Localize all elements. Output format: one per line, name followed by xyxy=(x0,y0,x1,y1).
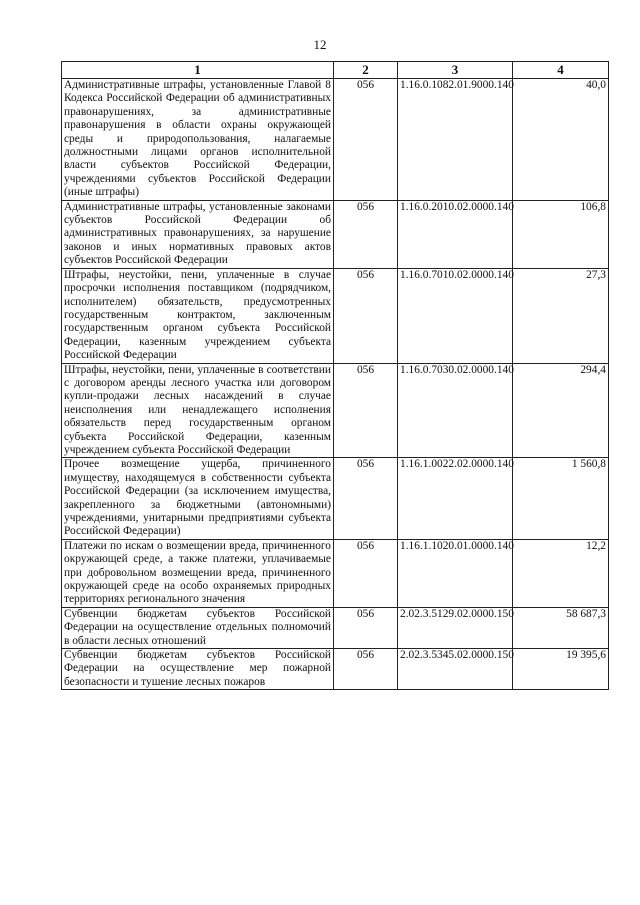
row-amount: 19 395,6 xyxy=(513,649,609,690)
table-header-row xyxy=(62,62,609,79)
table-row xyxy=(62,268,609,363)
row-admin-code: 056 xyxy=(334,607,398,648)
row-amount: 27,3 xyxy=(513,268,609,363)
row-amount: 294,4 xyxy=(513,363,609,458)
budget-revenue-table xyxy=(61,61,609,690)
table-row xyxy=(62,458,609,539)
table-row xyxy=(62,539,609,607)
row-admin-code: 056 xyxy=(334,200,398,268)
row-amount: 58 687,3 xyxy=(513,607,609,648)
row-admin-code: 056 xyxy=(334,268,398,363)
row-admin-code: 056 xyxy=(334,649,398,690)
row-description: Штрафы, неустойки, пени, уплаченные в случае просрочки исполнения поставщиком (подрядчиком, исполнителем) обязательств, предусмотренных государственным контрактом, заключенным государственным органом субъекта Российской Федерации, казенным учреждением субъекта Российской Федерации xyxy=(62,268,334,363)
row-admin-code: 056 xyxy=(334,363,398,458)
row-admin-code: 056 xyxy=(334,79,398,201)
table-row xyxy=(62,200,609,268)
row-classification-code: 2.02.3.5129.02.0000.150 xyxy=(398,607,513,648)
row-classification-code: 1.16.1.1020.01.0000.140 xyxy=(398,539,513,607)
column-header-2: 2 xyxy=(334,62,398,79)
row-amount: 40,0 xyxy=(513,79,609,201)
row-description: Субвенции бюджетам субъектов Российской Федерации на осуществление отдельных полномочий в области лесных отношений xyxy=(62,607,334,648)
row-description: Штрафы, неустойки, пени, уплаченные в соответствии с договором аренды лесного участка или договором купли-продажи лесных насаждений в случае неисполнения или ненадлежащего исполнения обязательств перед государственным органом субъекта Российской Федерации, казенным учреждением субъекта Российской Федерации xyxy=(62,363,334,458)
row-description: Административные штрафы, установленные законами субъектов Российской Федерации об административных правонарушениях, за нарушение законов и иных нормативных правовых актов субъектов Российской Федерации xyxy=(62,200,334,268)
row-description: Прочее возмещение ущерба, причиненного имуществу, находящемуся в собственности субъекта Российской Федерации (за исключением имущества, закрепленного за бюджетными (автономными) учреждениями, унитарными предприятиями субъекта Российской Федерации) xyxy=(62,458,334,539)
row-amount: 106,8 xyxy=(513,200,609,268)
row-classification-code: 1.16.0.7030.02.0000.140 xyxy=(398,363,513,458)
row-classification-code: 1.16.0.1082.01.9000.140 xyxy=(398,79,513,201)
page-number: 12 xyxy=(313,37,327,52)
column-header-1: 1 xyxy=(62,62,334,79)
row-classification-code: 1.16.0.7010.02.0000.140 xyxy=(398,268,513,363)
row-classification-code: 2.02.3.5345.02.0000.150 xyxy=(398,649,513,690)
row-description: Административные штрафы, установленные Главой 8 Кодекса Российской Федерации об административных правонарушениях, за административные правонарушения в области охраны окружающей среды и природопользования, налагаемые должностными лицами органов исполнительной власти субъектов Российской Федерации, учреждениями субъектов Российской Федерации (иные штрафы) xyxy=(62,79,334,201)
row-amount: 1 560,8 xyxy=(513,458,609,539)
row-admin-code: 056 xyxy=(334,458,398,539)
column-header-3: 3 xyxy=(398,62,513,79)
row-admin-code: 056 xyxy=(334,539,398,607)
row-amount: 12,2 xyxy=(513,539,609,607)
table-row xyxy=(62,79,609,201)
table-row xyxy=(62,649,609,690)
row-classification-code: 1.16.0.2010.02.0000.140 xyxy=(398,200,513,268)
row-description: Субвенции бюджетам субъектов Российской Федерации на осуществление мер пожарной безопасности и тушение лесных пожаров xyxy=(62,649,334,690)
table-row xyxy=(62,607,609,648)
column-header-4: 4 xyxy=(513,62,609,79)
table-row xyxy=(62,363,609,458)
row-description: Платежи по искам о возмещении вреда, причиненного окружающей среде, а также платежи, уплачиваемые при добровольном возмещении вреда, причиненного окружающей среде на особо охраняемых природных территориях регионального значения xyxy=(62,539,334,607)
row-classification-code: 1.16.1.0022.02.0000.140 xyxy=(398,458,513,539)
